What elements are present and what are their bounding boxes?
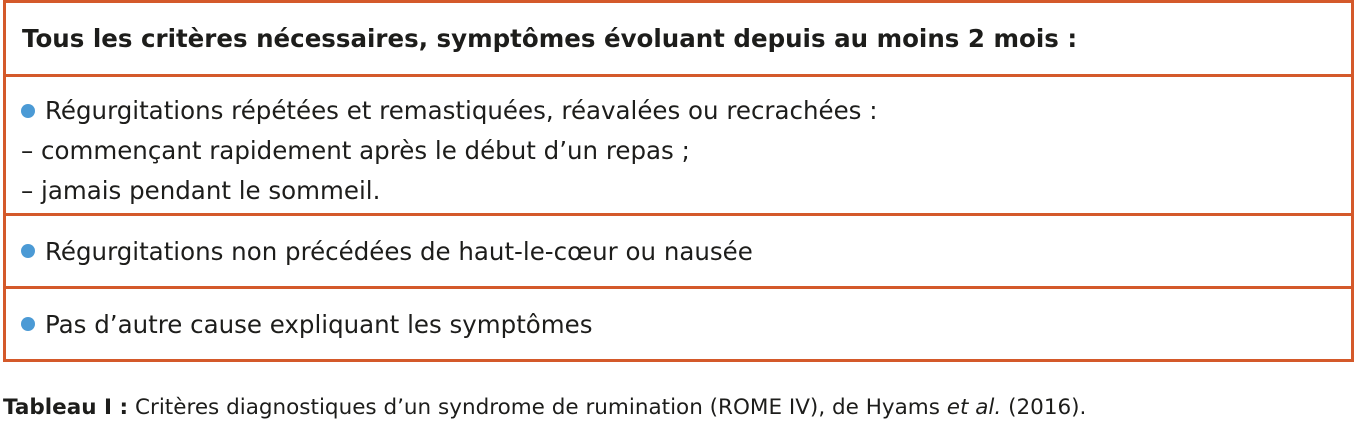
criterion-text: Régurgitations répétées et remastiquées, réavalées ou recrachées : (45, 96, 878, 125)
criterion-subline (21, 131, 1351, 171)
criterion-subline (21, 171, 1351, 211)
criterion-subtext: – commençant rapidement après le début d’un repas ; (21, 136, 690, 165)
bullet-icon (21, 317, 35, 331)
table-row (6, 77, 1351, 216)
caption-text: Critères diagnostiques d’un syndrome de rumination (ROME IV), de Hyams (128, 395, 947, 420)
caption-italic: et al. (946, 395, 1002, 420)
criterion-text: Pas d’autre cause expliquant les symptômes (45, 309, 593, 339)
criteria-table (3, 0, 1354, 362)
criterion-line (21, 91, 1351, 131)
table-row (6, 289, 1351, 359)
criterion-text: Régurgitations non précédées de haut-le-cœur ou nausée (45, 236, 753, 266)
bullet-icon (21, 244, 35, 258)
criterion-subtext: – jamais pendant le sommeil. (21, 176, 381, 205)
table-caption (3, 393, 1086, 423)
table-row (6, 216, 1351, 289)
bullet-icon (21, 104, 35, 118)
table-header: Tous les critères nécessaires, symptômes évoluant depuis au moins 2 mois : (6, 3, 1351, 77)
caption-text-end: (2016). (1001, 395, 1087, 420)
caption-label: Tableau I : (3, 395, 129, 420)
